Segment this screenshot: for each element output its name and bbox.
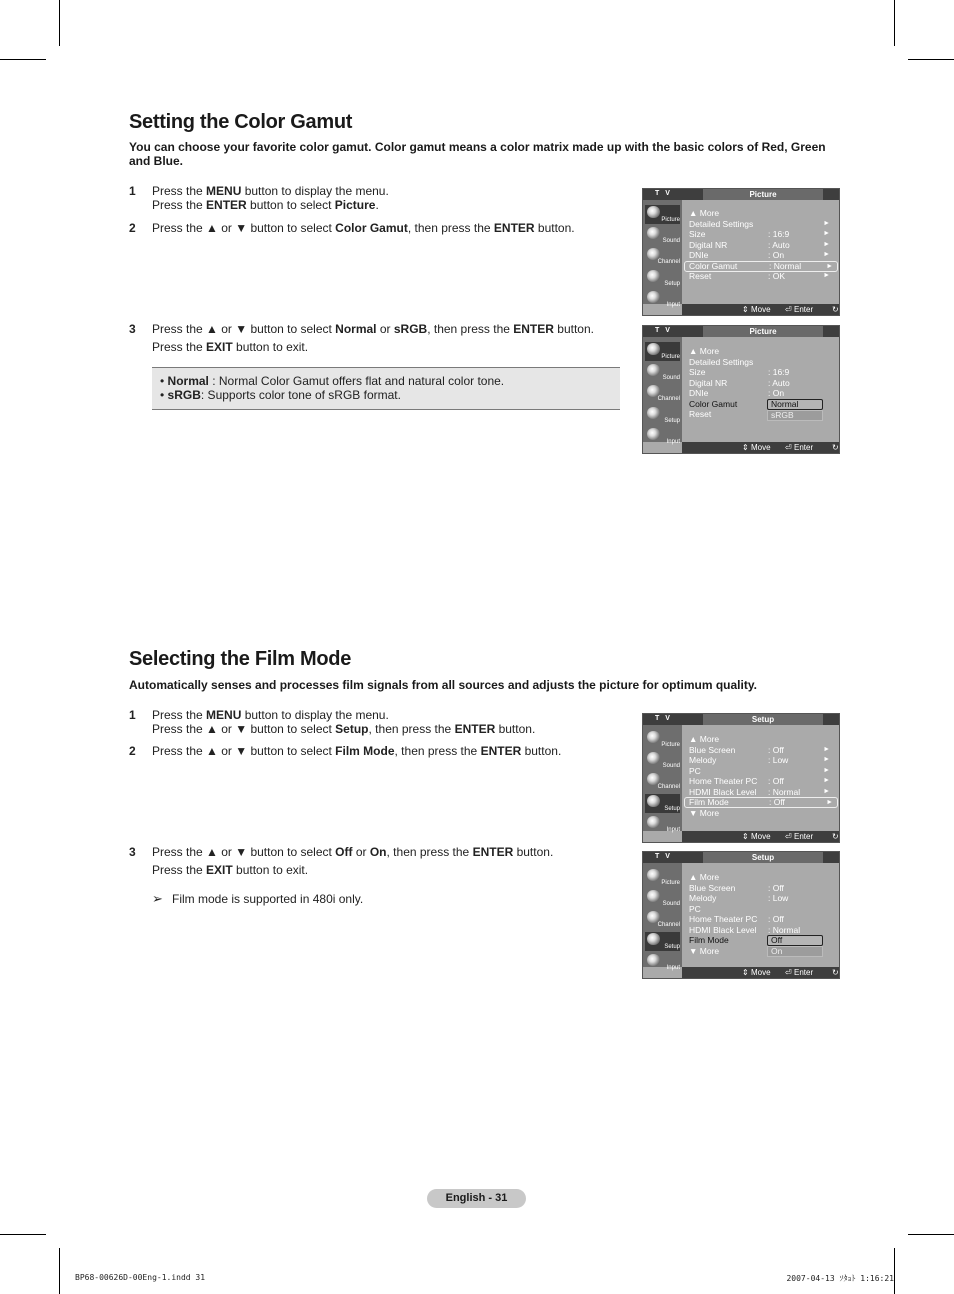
osd-sidebar-item-sound bbox=[645, 751, 680, 770]
osd-tv-label: T V bbox=[655, 715, 672, 722]
osd-menu-row bbox=[689, 388, 834, 398]
osd-tv-label: T V bbox=[655, 853, 672, 860]
updown-icon: ⇕ bbox=[742, 968, 749, 977]
updown-icon: ⇕ bbox=[742, 443, 749, 452]
arrow-right-icon: ► bbox=[823, 240, 830, 248]
step-number: 3 bbox=[129, 322, 136, 336]
osd-row-label: Color Gamut bbox=[689, 260, 738, 271]
osd-menu-row bbox=[689, 219, 834, 229]
enter-icon: ⏎ bbox=[785, 832, 792, 841]
step-line: Press the ▲ or ▼ button to select Setup, then press the ENTER button. bbox=[152, 722, 536, 736]
osd-row-label: Detailed Settings bbox=[689, 356, 754, 367]
osd-tv-label: T V bbox=[655, 327, 672, 334]
step-line: Press the MENU button to display the menu. bbox=[152, 708, 389, 722]
osd-title-bar bbox=[643, 714, 839, 725]
arrow-right-icon: ► bbox=[823, 756, 830, 763]
osd-sidebar bbox=[643, 337, 682, 445]
step-number: 2 bbox=[129, 221, 136, 235]
arrow-right-icon: ► bbox=[823, 230, 830, 237]
osd-row-label: Size bbox=[689, 367, 706, 377]
arrow-right-icon: ► bbox=[823, 272, 830, 279]
setup-icon bbox=[647, 795, 660, 807]
osd-row-label: Melody bbox=[689, 755, 717, 765]
arrow-right-icon: ► bbox=[823, 745, 830, 753]
osd-footer bbox=[682, 442, 866, 453]
osd-option: Normal bbox=[767, 399, 823, 410]
osd-row-label: Digital NR bbox=[689, 239, 728, 250]
osd-setup-menu bbox=[642, 713, 866, 843]
return-icon: ↻ bbox=[832, 305, 839, 314]
arrow-right-icon: ► bbox=[823, 251, 830, 258]
step-line: Press the MENU button to display the menu. bbox=[152, 184, 389, 198]
osd-row-label: Home Theater PC bbox=[689, 914, 758, 924]
osd-row-label: Color Gamut bbox=[689, 398, 738, 409]
osd-picture-menu bbox=[642, 188, 866, 316]
osd-tv-label: T V bbox=[655, 190, 672, 197]
page-number: English - 31 bbox=[427, 1189, 526, 1208]
enter-icon: ⏎ bbox=[785, 968, 792, 977]
osd-footer-move: Move bbox=[751, 832, 771, 841]
osd-row-value: : On bbox=[768, 250, 785, 260]
osd-footer-return: Return bbox=[841, 968, 866, 977]
osd-color-gamut-menu bbox=[642, 325, 866, 454]
osd-sidebar-label: Channel bbox=[657, 784, 680, 790]
osd-menu-row bbox=[689, 914, 834, 924]
osd-menu-row bbox=[689, 240, 834, 250]
section-intro: You can choose your favorite color gamut. Color gamut means a color matrix made up with the basic colors of Red, Green and Blue. bbox=[129, 140, 826, 168]
picture-icon bbox=[647, 343, 660, 355]
crop-mark bbox=[0, 1234, 46, 1235]
osd-sidebar-item-sound bbox=[645, 226, 680, 245]
osd-sidebar-item-channel bbox=[645, 772, 680, 791]
osd-menu-row bbox=[689, 250, 834, 260]
enter-icon: ⏎ bbox=[785, 305, 792, 314]
sound-icon bbox=[647, 364, 660, 376]
osd-sidebar-item-channel bbox=[645, 910, 680, 929]
osd-row-label: PC bbox=[689, 903, 701, 914]
note-box bbox=[152, 367, 620, 410]
osd-option: Off bbox=[767, 935, 823, 946]
osd-menu-row bbox=[689, 776, 834, 786]
osd-row-label: Detailed Settings bbox=[689, 218, 754, 229]
step-number: 3 bbox=[129, 845, 136, 859]
input-icon bbox=[647, 291, 660, 303]
crop-mark bbox=[908, 1234, 954, 1235]
osd-row-label: DNIe bbox=[689, 250, 709, 260]
osd-row-value: : 16:9 bbox=[768, 229, 790, 239]
osd-footer-enter: Enter bbox=[794, 443, 814, 452]
picture-icon bbox=[647, 731, 660, 743]
osd-menu-row bbox=[689, 787, 834, 797]
crop-mark bbox=[894, 1248, 895, 1294]
input-icon bbox=[647, 816, 660, 828]
osd-sidebar-item-channel bbox=[645, 384, 680, 403]
osd-row-label: ▲ More bbox=[689, 346, 720, 356]
osd-footer-enter: Enter bbox=[794, 968, 814, 977]
osd-row-value: : Off bbox=[768, 914, 784, 924]
osd-menu-row bbox=[689, 346, 834, 356]
osd-sidebar-label: Picture bbox=[661, 354, 680, 360]
osd-menu-row bbox=[689, 357, 834, 367]
film-note-text: Film mode is supported in 480i only. bbox=[172, 892, 364, 906]
osd-sidebar-label: Setup bbox=[664, 944, 680, 950]
osd-title-bar bbox=[643, 189, 839, 200]
arrow-right-icon: ► bbox=[823, 777, 830, 784]
osd-footer-move: Move bbox=[751, 968, 771, 977]
sound-icon bbox=[647, 752, 660, 764]
osd-title: Setup bbox=[703, 852, 823, 863]
osd-sidebar-item-setup bbox=[645, 269, 680, 288]
film-note bbox=[152, 891, 363, 907]
crop-mark bbox=[908, 59, 954, 60]
picture-icon bbox=[647, 206, 660, 218]
osd-row-label: Melody bbox=[689, 893, 717, 903]
osd-title-bar bbox=[643, 326, 839, 337]
osd-row-label: Reset bbox=[689, 271, 712, 281]
osd-row-label: Film Mode bbox=[689, 935, 729, 945]
osd-title-bar bbox=[643, 852, 839, 863]
input-icon bbox=[647, 428, 660, 440]
sound-icon bbox=[647, 890, 660, 902]
osd-sidebar-label: Channel bbox=[657, 922, 680, 928]
osd-sidebar bbox=[643, 200, 682, 308]
osd-title: Picture bbox=[703, 189, 823, 200]
osd-footer bbox=[682, 967, 866, 978]
osd-sidebar-label: Picture bbox=[661, 742, 680, 748]
osd-row-label: Size bbox=[689, 229, 706, 239]
step-number: 1 bbox=[129, 708, 136, 722]
return-icon: ↻ bbox=[832, 832, 839, 841]
osd-row-value: : 16:9 bbox=[768, 367, 790, 377]
osd-sidebar-label: Setup bbox=[664, 281, 680, 287]
osd-sidebar-item-input bbox=[645, 953, 680, 972]
osd-sidebar bbox=[643, 725, 682, 831]
osd-row-value: : Normal bbox=[768, 786, 801, 797]
updown-icon: ⇕ bbox=[742, 832, 749, 841]
osd-row-label: Reset bbox=[689, 409, 712, 419]
osd-sidebar-item-input bbox=[645, 290, 680, 309]
osd-row-label: PC bbox=[689, 765, 701, 776]
arrow-right-icon: ► bbox=[823, 766, 830, 774]
osd-sidebar-item-setup bbox=[645, 794, 680, 813]
osd-sidebar-label: Channel bbox=[657, 396, 680, 402]
osd-sidebar-item-setup bbox=[645, 932, 680, 951]
crop-mark bbox=[894, 0, 895, 46]
osd-option: sRGB bbox=[767, 410, 823, 421]
osd-menu-row bbox=[689, 872, 834, 882]
setup-icon bbox=[647, 407, 660, 419]
osd-row-value: : Low bbox=[768, 755, 789, 765]
crop-mark bbox=[59, 0, 60, 46]
osd-sidebar-item-picture bbox=[645, 868, 680, 887]
osd-sidebar-item-picture bbox=[645, 730, 680, 749]
osd-sidebar-item-setup bbox=[645, 406, 680, 425]
osd-row-label: ▲ More bbox=[689, 208, 720, 218]
osd-footer-return: Return bbox=[841, 832, 866, 841]
osd-row-label: ▼ More bbox=[689, 807, 720, 818]
osd-footer-enter: Enter bbox=[794, 832, 814, 841]
osd-menu-row bbox=[689, 808, 834, 818]
osd-menu-row bbox=[689, 893, 834, 903]
osd-menu-row bbox=[689, 208, 834, 218]
setup-icon bbox=[647, 933, 660, 945]
osd-footer-move: Move bbox=[751, 305, 771, 314]
arrow-right-icon: ➢ bbox=[152, 891, 163, 906]
osd-row-label: ▲ More bbox=[689, 734, 720, 744]
note-line: • sRGB: Supports color tone of sRGB format. bbox=[160, 388, 401, 402]
osd-sidebar-item-sound bbox=[645, 889, 680, 908]
step-number: 1 bbox=[129, 184, 136, 198]
osd-film-mode-menu bbox=[642, 851, 866, 979]
osd-menu-row bbox=[684, 261, 838, 272]
osd-title: Setup bbox=[703, 714, 823, 725]
osd-row-label: Blue Screen bbox=[689, 744, 736, 755]
osd-menu-row bbox=[689, 925, 834, 935]
osd-menu-row bbox=[689, 367, 834, 377]
osd-row-value: : Low bbox=[768, 893, 789, 903]
osd-row-label: HDMI Black Level bbox=[689, 786, 757, 797]
osd-footer-move: Move bbox=[751, 443, 771, 452]
osd-sidebar-item-input bbox=[645, 427, 680, 446]
section-title: Setting the Color Gamut bbox=[129, 111, 353, 133]
arrow-right-icon: ► bbox=[826, 262, 833, 270]
osd-option: On bbox=[767, 946, 823, 957]
osd-sidebar-label: Input bbox=[666, 827, 680, 833]
osd-sidebar-label: Input bbox=[666, 439, 680, 445]
osd-sidebar-item-channel bbox=[645, 247, 680, 266]
osd-menu-row bbox=[689, 271, 834, 281]
osd-menu-row bbox=[689, 883, 834, 893]
osd-row-value: : OK bbox=[768, 271, 786, 281]
step-line: Press the EXIT button to exit. bbox=[152, 340, 309, 354]
osd-row-value: : Normal bbox=[769, 260, 802, 271]
osd-row-label: DNIe bbox=[689, 388, 709, 398]
note-line: • Normal : Normal Color Gamut offers flat and natural color tone. bbox=[160, 374, 505, 388]
osd-row-value: : Off bbox=[768, 776, 784, 786]
osd-sidebar-item-sound bbox=[645, 363, 680, 382]
osd-sidebar-label: Setup bbox=[664, 418, 680, 424]
osd-sidebar-label: Sound bbox=[662, 763, 680, 769]
crop-mark bbox=[59, 1248, 60, 1294]
osd-row-label: ▼ More bbox=[689, 945, 720, 956]
osd-sidebar-item-picture bbox=[645, 342, 680, 361]
return-icon: ↻ bbox=[832, 968, 839, 977]
arrow-right-icon: ► bbox=[823, 787, 830, 795]
osd-menu-row bbox=[689, 755, 834, 765]
osd-sidebar-item-input bbox=[645, 815, 680, 834]
return-icon: ↻ bbox=[832, 443, 839, 452]
osd-sidebar-label: Sound bbox=[662, 238, 680, 244]
step-line: Press the ▲ or ▼ button to select Off or On, then press the ENTER button. bbox=[152, 845, 554, 859]
osd-row-label: Blue Screen bbox=[689, 882, 736, 893]
section-title: Selecting the Film Mode bbox=[129, 648, 352, 670]
osd-menu-row bbox=[689, 229, 834, 239]
crop-mark bbox=[0, 59, 46, 60]
step-line: Press the ▲ or ▼ button to select Normal or sRGB, then press the ENTER button. bbox=[152, 322, 594, 336]
arrow-right-icon: ► bbox=[823, 219, 830, 227]
osd-sidebar-label: Input bbox=[666, 965, 680, 971]
osd-sidebar-label: Channel bbox=[657, 259, 680, 265]
osd-row-value: : Auto bbox=[768, 239, 790, 250]
osd-row-label: Film Mode bbox=[689, 797, 729, 807]
osd-sidebar-label: Picture bbox=[661, 880, 680, 886]
osd-sidebar-label: Setup bbox=[664, 806, 680, 812]
arrow-right-icon: ► bbox=[826, 799, 833, 806]
osd-footer-return: Return bbox=[841, 305, 866, 314]
osd-row-value: : Normal bbox=[768, 924, 801, 935]
updown-icon: ⇕ bbox=[742, 305, 749, 314]
osd-menu-row bbox=[689, 378, 834, 388]
osd-row-value: : Off bbox=[769, 797, 785, 807]
setup-icon bbox=[647, 270, 660, 282]
osd-sidebar-item-picture bbox=[645, 205, 680, 224]
osd-footer-return: Return bbox=[841, 443, 866, 452]
osd-menu-row bbox=[689, 734, 834, 744]
osd-row-label: Home Theater PC bbox=[689, 776, 758, 786]
osd-sidebar-label: Picture bbox=[661, 217, 680, 223]
osd-sidebar bbox=[643, 863, 682, 971]
osd-row-value: : Off bbox=[768, 744, 784, 755]
osd-row-label: ▲ More bbox=[689, 872, 720, 882]
input-icon bbox=[647, 954, 660, 966]
osd-footer-enter: Enter bbox=[794, 305, 814, 314]
osd-footer bbox=[682, 831, 866, 842]
osd-menu-row bbox=[689, 904, 834, 914]
picture-icon bbox=[647, 869, 660, 881]
sound-icon bbox=[647, 227, 660, 239]
osd-sidebar-label: Input bbox=[666, 302, 680, 308]
osd-row-value: : Auto bbox=[768, 377, 790, 388]
osd-menu-row bbox=[684, 797, 838, 808]
osd-row-label: HDMI Black Level bbox=[689, 924, 757, 935]
step-number: 2 bbox=[129, 744, 136, 758]
step-line: Press the ▲ or ▼ button to select Film Mode, then press the ENTER button. bbox=[152, 744, 562, 758]
enter-icon: ⏎ bbox=[785, 443, 792, 452]
slug-date: 2007-04-13 ｿﾀｮﾄ 1:16:21 bbox=[786, 1274, 894, 1283]
slug-file: BP68-00626D-00Eng-1.indd 31 bbox=[75, 1273, 206, 1282]
osd-footer bbox=[682, 304, 866, 315]
osd-menu-row bbox=[689, 766, 834, 776]
step-line: Press the ▲ or ▼ button to select Color Gamut, then press the ENTER button. bbox=[152, 221, 575, 235]
step-line: Press the ENTER button to select Picture. bbox=[152, 198, 379, 212]
section-intro: Automatically senses and processes film signals from all sources and adjusts the picture for optimum quality. bbox=[129, 678, 757, 692]
osd-menu-row bbox=[689, 745, 834, 755]
osd-sidebar-label: Sound bbox=[662, 375, 680, 381]
step-line: Press the EXIT button to exit. bbox=[152, 863, 309, 877]
osd-row-label: Digital NR bbox=[689, 377, 728, 388]
osd-row-value: : Off bbox=[768, 882, 784, 893]
osd-row-value: : On bbox=[768, 388, 785, 398]
osd-title: Picture bbox=[703, 326, 823, 337]
osd-sidebar-label: Sound bbox=[662, 901, 680, 907]
